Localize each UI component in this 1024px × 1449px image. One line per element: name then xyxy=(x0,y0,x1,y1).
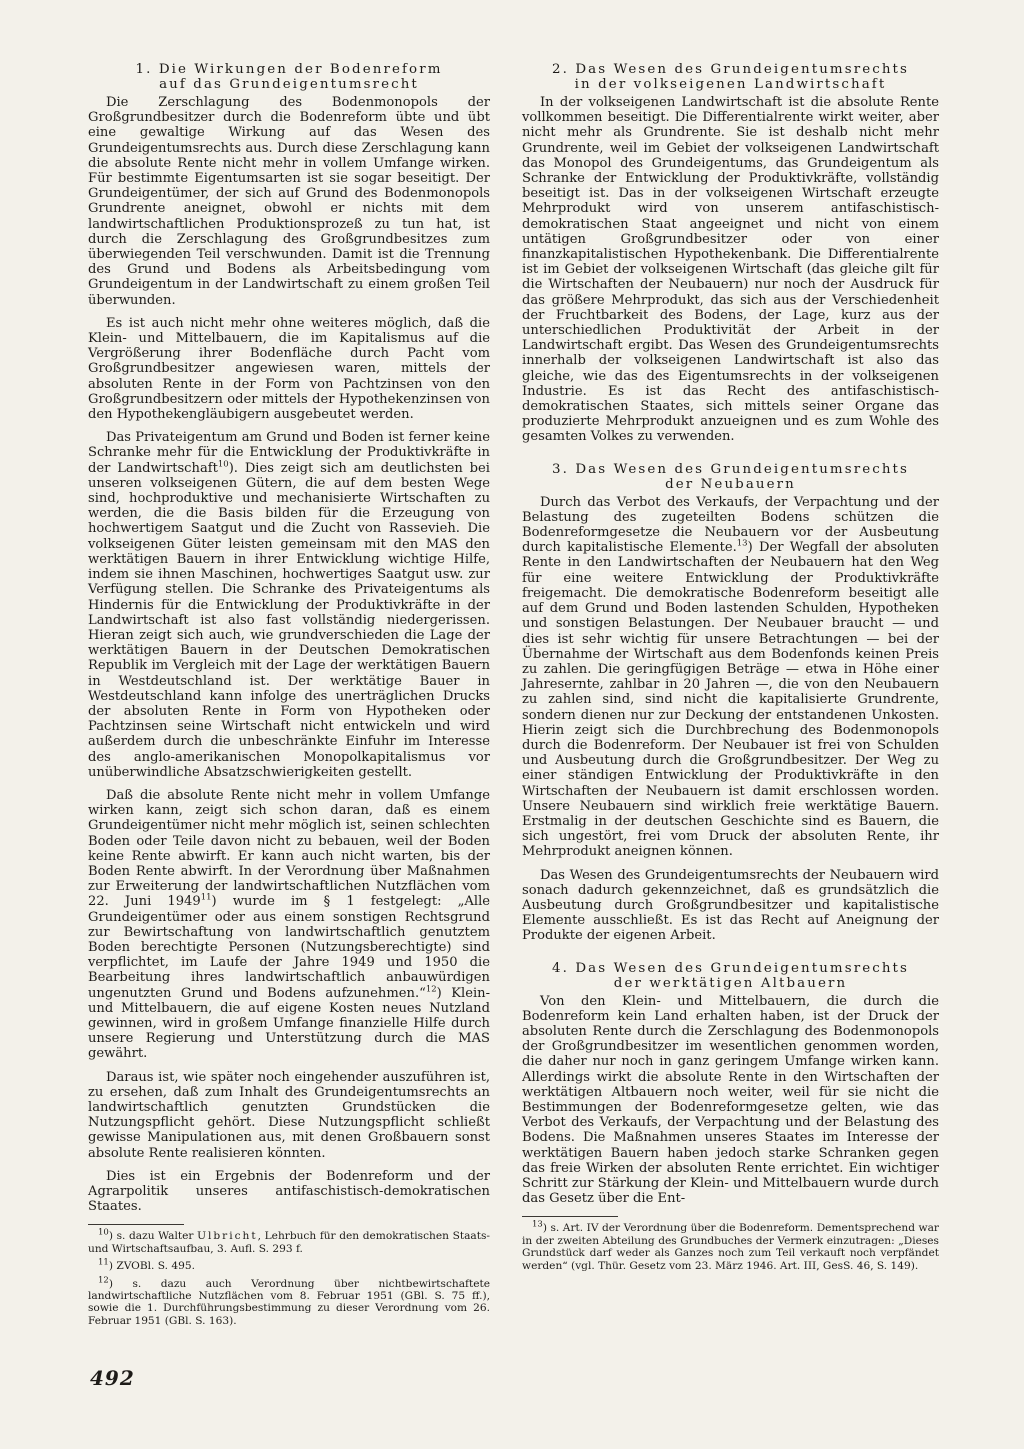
paragraph: Dies ist ein Ergebnis der Bodenreform und der Agrarpolitik unseres antifaschistisch-demokratischen Staates. xyxy=(88,1168,490,1215)
page-number: 492 xyxy=(90,1366,135,1390)
left-column xyxy=(88,62,490,1332)
paragraph: Das Wesen des Grundeigentumsrechts der Neubauern wird sonach dadurch gekennzeichnet, daß es grundsätzlich die Ausbeutung durch Großgrundbesitzer und kapitalistische Elemente ausschließt. Es ist das Recht auf Aneignung der Produkte der eigenen Arbeit. xyxy=(522,867,939,944)
footnote-11 xyxy=(88,1257,490,1273)
paragraph-text: Daß die absolute Rente nicht mehr in vollem Umfange wirken kann, zeigt sich schon daran, daß es einem Grundeigentümer nicht mehr möglich ist, seinen schlechten Boden oder Teile davon nicht zu bebauen, weil der Boden keine Rente abwirft. Er kann auch nicht warten, bis der Boden Rente abwirft. In der Verordnung über Maßnahmen zur Erweiterung der landwirtschaftlichen Nutzflächen vom 22. Juni 1949 xyxy=(88,787,490,910)
paragraph-text: ) Klein- und Mittelbauern, die auf eigene Kosten neues Nutzland gewinnen, wird in großem Umfange finanzielle Hilfe durch unsere Regierung und Unterstützung durch die MAS gewährt. xyxy=(88,985,490,1062)
section-1-heading xyxy=(88,62,490,92)
footnote-text: ) s. Art. IV der Verordnung über die Bodenreform. Dementsprechend war in der zweiten Abteilung des Grundbuches der Vermerk einzutragen: „Dieses Grundstück darf weder als Ganzes noch zum Teil verkauft noch verpfändet werden“ (vgl. Thür. Gesetz vom 23. März 1946. Art. III, GesS. 46, S. 149). xyxy=(522,1222,939,1272)
footnote-ref-11: 11 xyxy=(200,893,212,903)
section-4-heading xyxy=(522,961,939,991)
author-name: Ulbricht xyxy=(197,1230,258,1243)
section-gap xyxy=(522,952,939,961)
footnote-number: 10 xyxy=(98,1227,109,1238)
section-4-heading-line-2: der werktätigen Altbauern xyxy=(613,975,848,991)
paragraph: Die Zerschlagung des Bodenmonopols der Großgrundbesitzer durch die Bodenreform übte und übt eine gewaltige Wirkung auf das Wesen des Grundeigentumsrechts aus. Durch diese Zerschlagung kann die absolute Rente nicht mehr in vollem Umfange wirken. Für bestimmte Eigentumsarten ist sie sogar beseitigt. Der Grundeigentümer, der sich auf Grund des Bodenmonopols Grundrente aneignet, obwohl er nichts mit dem landwirtschaftlichen Produktionsprozeß zu tun hat, ist durch die Zerschlagung des Großgrundbesitzes zum überwiegenden Teil verschwunden. Damit ist die Trennung des Grund und Bodens als Arbeitsbedingung vom Grundeigentum in der Landwirtschaft zu einem großen Teil überwunden. xyxy=(88,95,490,308)
section-1-heading-line-1: 1. Die Wirkungen der Bodenreform xyxy=(135,62,443,77)
footnote-divider xyxy=(522,1216,618,1217)
footnote-text: ) ZVOBl. S. 495. xyxy=(108,1260,195,1273)
paragraph: In der volkseigenen Landwirtschaft ist die absolute Rente vollkommen beseitigt. Die Differentialrente wirkt weiter, aber nicht mehr als Grundrente. Sie ist deshalb nicht mehr Grundrente, weil im Gebiet der volkseigenen Landwirtschaft das Monopol des Grundeigentums, das Grundeigentum als Schranke der Entwicklung der Produktivkräfte, vollständig beseitigt ist. Das in der volkseigenen Wirtschaft erzeugte Mehrprodukt wird von unserem antifaschistisch-demokratischen Staat angeeignet und nicht von einem untätigen Großgrundbesitzer oder von einer finanzkapitalistischen Hypothekenbank. Die Differentialrente ist im Gebiet der volkseigenen Wirtschaft (das gleiche gilt für die Wirtschaften der Neubauern) nur noch der Ausdruck für das größere Mehrprodukt, das sich aus der Verschiedenheit der Fruchtbarkeit des Bodens, der Lage, kurz aus der unterschiedlichen Produktivität der Arbeit in der Landwirtschaft ergibt. Das Wesen des Grundeigentumsrechts innerhalb der volkseigenen Landwirtschaft ist also das gleiche, wie das des Eigentumsrechts in der volkseigenen Industrie. Es ist das Recht des antifaschistisch-demokratischen Staates, sich mittels seiner Organe das produzierte Mehrprodukt anzueignen und es zum Wohle des gesamten Volkes zu verwenden. xyxy=(522,95,939,445)
footnote-number: 12 xyxy=(98,1275,109,1286)
footnote-divider xyxy=(88,1224,184,1225)
footnote-ref-10: 10 xyxy=(217,459,229,470)
footnote-number: 13 xyxy=(532,1219,543,1230)
paragraph: Von den Klein- und Mittelbauern, die durch die Bodenreform kein Land erhalten haben, ist der Druck der absoluten Rente durch die Zerschlagung des Bodenmonopols der Großgrundbesitzer im wesentlichen genommen worden, die daher nur noch in ganz geringem Umfange wirken kann. Allerdings wirkt die absolute Rente in den Wirtschaften der werktätigen Altbauern noch weiter, weil für sie nicht die Bestimmungen der Bodenreformgesetze gelten, wie das Verbot des Verkaufs, der Verpachtung und der Belastung des Bodens. Die Maßnahmen unseres Staates im Interesse der werktätigen Bauern haben jedoch starke Schranken gegen das freie Wirken der absoluten Rente errichtet. Ein wichtiger Schritt zur Stärkung der Klein- und Mittelbauern wurde durch das Gesetz über die Ent- xyxy=(522,993,939,1207)
paragraph-text: Das Privateigentum am Grund und Boden ist ferner keine Schranke mehr für die Entwicklung der Produktivkräfte in der Landwirtschaft xyxy=(88,430,490,476)
footnote-text: , Lehrbuch für den demokratischen Staats- und Wirtschaftsaufbau, 3. Aufl. S. 293 f. xyxy=(88,1230,491,1255)
paragraph-text: Durch das Verbot des Verkaufs, der Verpachtung und der Belastung des zugeteilten Bodens schützen die Bodenreformgesetze die Neubauern vor der Ausbeutung durch kapitalistische Elemente. xyxy=(522,494,939,556)
footnote-13 xyxy=(522,1219,939,1272)
section-2-heading-line-2: in der volkseigenen Landwirtschaft xyxy=(574,77,887,92)
paragraph xyxy=(88,788,490,1062)
paragraph: Daraus ist, wie später noch eingehender auszuführen ist, zu ersehen, daß zum Inhalt des Grundeigentumsrechts an landwirtschaftlich genutzten Grundstücken die Nutzungspflicht gehört. Diese Nutzungspflicht schließt gewisse Manipulationen aus, mit denen Großbauern sonst absolute Rente realisieren könnten. xyxy=(88,1069,490,1161)
paragraph: Es ist auch nicht mehr ohne weiteres möglich, daß die Klein- und Mittelbauern, die im Kapitalismus auf die Vergrößerung ihrer Bodenfläche durch Pacht vom Großgrundbesitzer angewiesen waren, mittels der absoluten Rente in der Form von Pachtzinsen von den Großgrundbesitzern oder mittels der Hypothekenzinsen von den Hypothekengläubigern ausgebeutet werden. xyxy=(88,315,490,423)
section-4-heading-line-1: 4. Das Wesen des Grundeigentumsrechts xyxy=(552,960,909,976)
right-column xyxy=(522,62,939,1277)
section-gap xyxy=(522,453,939,462)
paragraph-text: ). Dies zeigt sich am deutlichsten bei unseren volkseigenen Gütern, die auf dem besten Wege sind, hochproduktive und mechanisierte Wirtschaften zu werden, die die Basis bilden für die Erzeugung von hochwertigem Saatgut und die Zucht von Rassevieh. Die volkseigenen Güter leisten gemeinsam mit den MAS den werktätigen Bauern in ihrer Entwicklung wichtige Hilfe, indem sie ihnen Maschinen, hochwertiges Saatgut usw. zur Verfügung stellen. Die Schranke des Privateigentums als Hindernis für die Entwicklung der Produktivkräfte in der Landwirtschaft ist also fast vollständig niedergerissen. Hieran zeigt sich auch, wie grundverschieden die Lage der werktätigen Bauern in der Deutschen Demokratischen Republik im Vergleich mit der Lage der werktätigen Bauern in Westdeutschland ist. Der werktätige Bauer in Westdeutschland kann infolge des unerträglichen Drucks der absoluten Rente in Form von Hypotheken oder Pachtzinsen seine Wirtschaft nicht entwickeln und wird außerdem durch die unbeschränkte Einfuhr im Interesse des anglo-amerikanischen Monopolkapitalismus vor unüberwindliche Absatzschwierigkeiten gestellt. xyxy=(88,460,490,780)
footnote-12 xyxy=(88,1275,490,1328)
paragraph xyxy=(522,495,939,860)
section-1-heading-line-2: auf das Grundeigentumsrecht xyxy=(159,77,419,92)
footnote-10 xyxy=(88,1227,491,1255)
section-3-heading-line-2: der Neubauern xyxy=(665,476,796,492)
section-2-heading-line-1: 2. Das Wesen des Grundeigentumsrechts xyxy=(552,62,909,77)
footnote-ref-12: 12 xyxy=(425,984,437,995)
footnote-text: ) s. dazu auch Verordnung über nichtbewirtschaftete landwirtschaftliche Nutzflächen vom 8. Februar 1951 (GBl. S. 75 ff.), sowie die 1. Durchführungsbestimmung zu dieser Verordnung vom 26. Februar 1951 (GBl. S. 163). xyxy=(88,1277,490,1327)
paragraph xyxy=(88,430,490,780)
footnote-text: ) s. dazu Walter xyxy=(108,1230,198,1243)
paragraph-text: ) wurde im § 1 festgelegt: „Alle Grundeigentümer oder aus einem sonstigen Rechtsgrund zur Bewirtschaftung von landwirtschaftlich genutztem Boden berechtigte Personen (Nutzungsberechtigte) sind verpflichtet, im Laufe der Jahre 1949 und 1950 die Bearbeitung ihres landwirtschaftlich anbauwürdigen ungenutzten Grund und Bodens aufzunehmen.“ xyxy=(88,894,491,1001)
footnote-ref-13: 13 xyxy=(736,538,748,549)
section-3-heading-line-1: 3. Das Wesen des Grundeigentumsrechts xyxy=(552,461,909,477)
section-2-heading xyxy=(522,62,939,92)
section-3-heading xyxy=(522,462,939,492)
paragraph-text: ) Der Wegfall der absoluten Rente in den Landwirtschaften der Neubauern hat den Weg für eine weitere Entwicklung der Produktivkräfte freigemacht. Die demokratische Bodenreform beseitigt alle auf dem Grund und Boden lastenden Schulden, Hypotheken und sonstigen Belastungen. Der Neubauer braucht — und dies ist sehr wichtig für unsere Betrachtungen — bei der Übernahme der Wirtschaft aus dem Bodenfonds keinen Preis zu zahlen. Die geringfügigen Beträge — etwa in Höhe einer Jahresernte, zahlbar in 20 Jahren —, die von den Neubauern zu zahlen sind, sind nicht die kapitalisierte Grundrente, sondern dienen nur zur Deckung der entstandenen Unkosten. Hierin zeigt sich die Durchbrechung des Bodenmonopols durch die Bodenreform. Der Neubauer ist frei von Schulden und Ausbeutung durch die Großgrundbesitzer. Der Weg zu einer ständigen Entwicklung der Produktivkräfte in den Wirtschaften der Neubauern ist damit erschlossen worden. Unsere Neubauern sind wirklich freie werktätige Bauern. Erstmalig in der deutschen Geschichte sind es Bauern, die sich ungestört, frei vom Druck der absoluten Rente, ihr Mehrprodukt aneignen können. xyxy=(522,540,939,860)
footnote-number: 11 xyxy=(98,1257,109,1268)
